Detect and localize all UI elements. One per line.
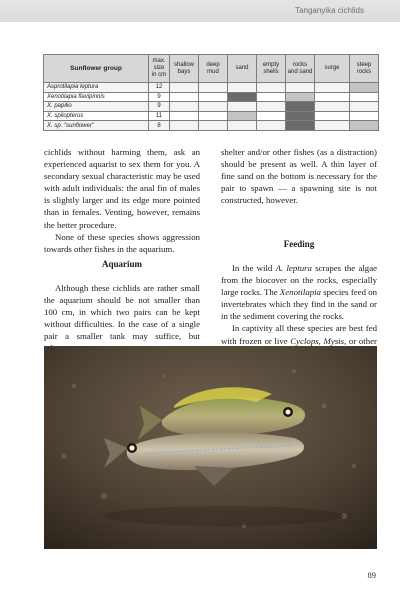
paragraph-feeding-wild: In the wild A. leptura scrapes the algae from the biocover on the rocks, especially large rocks. The Xenotilapia species feed on invertebrates which they find in the sand or in the sediment covering the rocks. [221,263,378,322]
col-header-group: Sunflower group [44,55,149,83]
max-size: 8 [149,121,170,131]
table-row [44,121,379,131]
heading-aquarium: Aquarium [101,259,142,269]
species-name: Asprotilapia leptura [44,83,149,93]
species-name: Xenotilapia flavipinnis [44,92,149,102]
habitat-cell-empty [315,83,350,93]
running-header: Tanganyika cichlids [295,6,364,15]
paragraph-sexing: cichlids without harming them, ask an experienced aquarist to sex them for you. A secondary sexual characteristic may be used with adult individuals: the anal fin of males is slightly larger and its edge more pointed than in females. Venting, however, remains the better procedure. [44,147,200,230]
table-row [44,92,379,102]
col-header-deep-mud: deep mud [199,55,228,83]
table-header-row [44,55,379,83]
habitat-cell-empty [315,102,350,112]
fish-pair-illustration [44,346,377,549]
habitat-cell-empty [315,121,350,131]
max-size: 11 [149,111,170,121]
habitat-cell-empty [170,111,199,121]
habitat-cell-empty [257,102,286,112]
table-body [44,83,379,131]
habitat-cell-empty [199,92,228,102]
species-name: X. sp. "sunflower" [44,121,149,131]
habitat-cell-dark [228,92,257,102]
species-name: X. papilio [44,102,149,112]
habitat-cell-empty [228,102,257,112]
habitat-cell-empty [286,83,315,93]
habitat-cell-dark [286,121,315,131]
table-row [44,83,379,93]
habitat-cell-empty [199,102,228,112]
habitat-cell-light [350,121,379,131]
col-header-empty-shells: empty shells [257,55,286,83]
habitat-cell-dark [286,111,315,121]
right-text-column [221,146,377,206]
habitat-cell-empty [228,121,257,131]
left-text-column [44,146,200,255]
habitat-cell-empty [350,111,379,121]
left-text-column-lower [44,282,200,355]
paragraph-aggression: None of these species shows aggression towards other fishes in the aquarium. [44,231,200,254]
habitat-cell-light [228,111,257,121]
habitat-cell-empty [257,111,286,121]
col-header-max-size: max. size in cm [149,55,170,83]
habitat-cell-empty [350,92,379,102]
habitat-cell-empty [170,102,199,112]
habitat-cell-empty [315,92,350,102]
habitat-cell-light [286,92,315,102]
habitat-cell-light [350,83,379,93]
col-header-shallow-bays: shallow bays [170,55,199,83]
habitat-cell-empty [199,83,228,93]
page-number: 89 [367,570,376,580]
paragraph-feeding-captivity: In captivity all these species are best fed with frozen or live Cyclops, Mysis, or other [221,323,377,346]
max-size: 12 [149,83,170,93]
habitat-cell-empty [257,83,286,93]
habitat-cell-empty [170,83,199,93]
heading-feeding: Feeding [283,239,315,249]
col-header-surge: surge [315,55,350,83]
max-size: 9 [149,92,170,102]
habitat-cell-empty [257,121,286,131]
col-header-steep-rocks: steep rocks [350,55,379,83]
habitat-cell-dark [286,102,315,112]
table-row [44,102,379,112]
habitat-cell-empty [170,92,199,102]
cichlid-photo [44,346,377,549]
col-header-sand: sand [228,55,257,83]
header-bar [0,0,400,22]
habitat-table [43,54,379,131]
paragraph-aquarium: Although these cichlids are rather small the aquarium should be not smaller than 100 cm, in which two pairs can be kept without difficulties. In the case of a single pair a smaller tank may suffice, but [44,283,200,342]
table-row [44,111,379,121]
paragraph-shelter: shelter and/or other fishes (as a distraction) should be present as well. A thin layer of fine sand on the bottom is necessary for the pair to spawn — a spawning site is not constructed, however. [221,147,377,206]
habitat-cell-empty [257,92,286,102]
habitat-cell-empty [199,121,228,131]
habitat-cell-empty [315,111,350,121]
max-size: 9 [149,102,170,112]
habitat-cell-empty [350,102,379,112]
species-name: X. spilopterus [44,111,149,121]
habitat-cell-empty [199,111,228,121]
habitat-cell-empty [228,83,257,93]
habitat-cell-empty [170,121,199,131]
col-header-rocks-and-sand: rocks and sand [286,55,315,83]
